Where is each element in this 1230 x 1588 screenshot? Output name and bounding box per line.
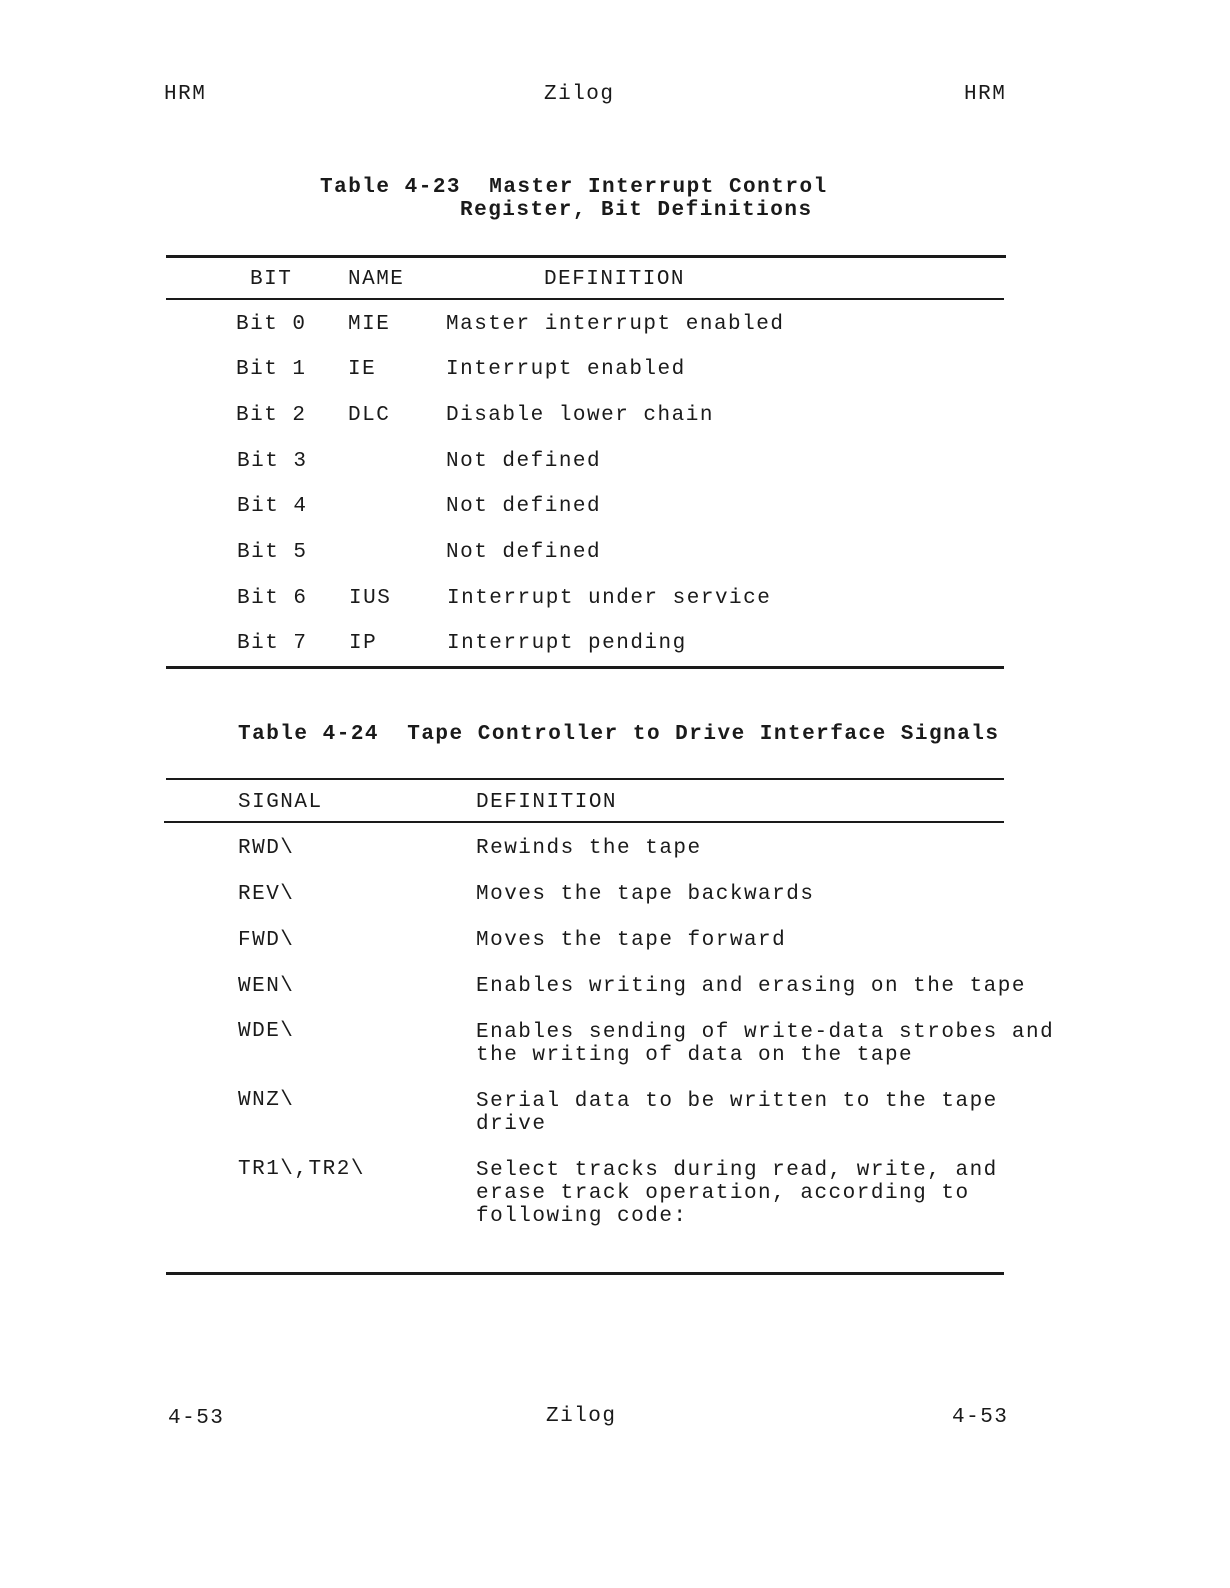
definition-cell: Enables sending of write-data strobes and the writing of data on the tape bbox=[476, 1021, 1055, 1067]
name-cell: DLC bbox=[348, 404, 391, 427]
bit-cell: Bit 3 bbox=[237, 450, 308, 473]
definition-cell: Interrupt pending bbox=[447, 632, 687, 655]
definition-cell: Interrupt under service bbox=[447, 587, 772, 610]
signal-cell: RWD\ bbox=[238, 837, 295, 860]
header-right: HRM bbox=[964, 83, 1007, 106]
bit-cell: Bit 4 bbox=[237, 495, 308, 518]
definition-cell: Interrupt enabled bbox=[446, 358, 686, 381]
table1-title-line1: Table 4-23 Master Interrupt Control bbox=[320, 176, 828, 199]
definition-cell: Master interrupt enabled bbox=[446, 313, 785, 336]
footer-center: Zilog bbox=[546, 1405, 617, 1428]
bit-cell: Bit 6 bbox=[237, 587, 308, 610]
table2-title: Table 4-24 Tape Controller to Drive Interface Signals bbox=[238, 723, 1000, 746]
definition-cell: Moves the tape forward bbox=[476, 929, 787, 952]
signal-cell: REV\ bbox=[238, 883, 295, 906]
table1-header-rule bbox=[166, 298, 1004, 300]
name-cell: IUS bbox=[349, 587, 392, 610]
bit-cell: Bit 1 bbox=[236, 358, 307, 381]
header-left: HRM bbox=[164, 83, 207, 106]
footer-page-right: 4-53 bbox=[952, 1406, 1009, 1429]
definition-cell: Rewinds the tape bbox=[476, 837, 702, 860]
table1-col-definition: DEFINITION bbox=[544, 268, 686, 291]
bit-cell: Bit 2 bbox=[236, 404, 307, 427]
signal-cell: WEN\ bbox=[238, 975, 295, 998]
signal-cell: FWD\ bbox=[238, 929, 295, 952]
name-cell: IP bbox=[349, 632, 378, 655]
table2-col-definition: DEFINITION bbox=[476, 791, 618, 814]
table1-top-rule bbox=[166, 255, 1006, 258]
table1-col-bit: BIT bbox=[250, 268, 293, 291]
bit-cell: Bit 7 bbox=[237, 632, 308, 655]
table2-bottom-rule bbox=[166, 1272, 1004, 1275]
definition-cell: Not defined bbox=[446, 495, 602, 518]
definition-cell: Select tracks during read, write, and erase track operation, according to following code: bbox=[476, 1159, 998, 1228]
bit-cell: Bit 5 bbox=[237, 541, 308, 564]
footer-page-left: 4-53 bbox=[168, 1407, 225, 1430]
table1-title-line2: Register, Bit Definitions bbox=[460, 199, 813, 222]
definition-cell: Enables writing and erasing on the tape bbox=[476, 975, 1026, 998]
definition-cell: Not defined bbox=[446, 541, 602, 564]
signal-cell: WDE\ bbox=[238, 1020, 295, 1043]
table1-col-name: NAME bbox=[348, 268, 405, 291]
bit-cell: Bit 0 bbox=[236, 313, 307, 336]
table2-col-signal: SIGNAL bbox=[238, 791, 323, 814]
definition-cell: Moves the tape backwards bbox=[476, 883, 815, 906]
table2-top-rule bbox=[166, 778, 1004, 780]
table1-bottom-rule bbox=[166, 666, 1004, 669]
definition-cell: Serial data to be written to the tape drive bbox=[476, 1090, 998, 1136]
signal-cell: WNZ\ bbox=[238, 1089, 295, 1112]
table2-header-rule bbox=[164, 821, 1004, 823]
name-cell: IE bbox=[348, 358, 377, 381]
definition-cell: Not defined bbox=[446, 450, 602, 473]
signal-cell: TR1\,TR2\ bbox=[238, 1158, 365, 1181]
definition-cell: Disable lower chain bbox=[446, 404, 714, 427]
header-center: Zilog bbox=[544, 83, 615, 106]
name-cell: MIE bbox=[348, 313, 391, 336]
